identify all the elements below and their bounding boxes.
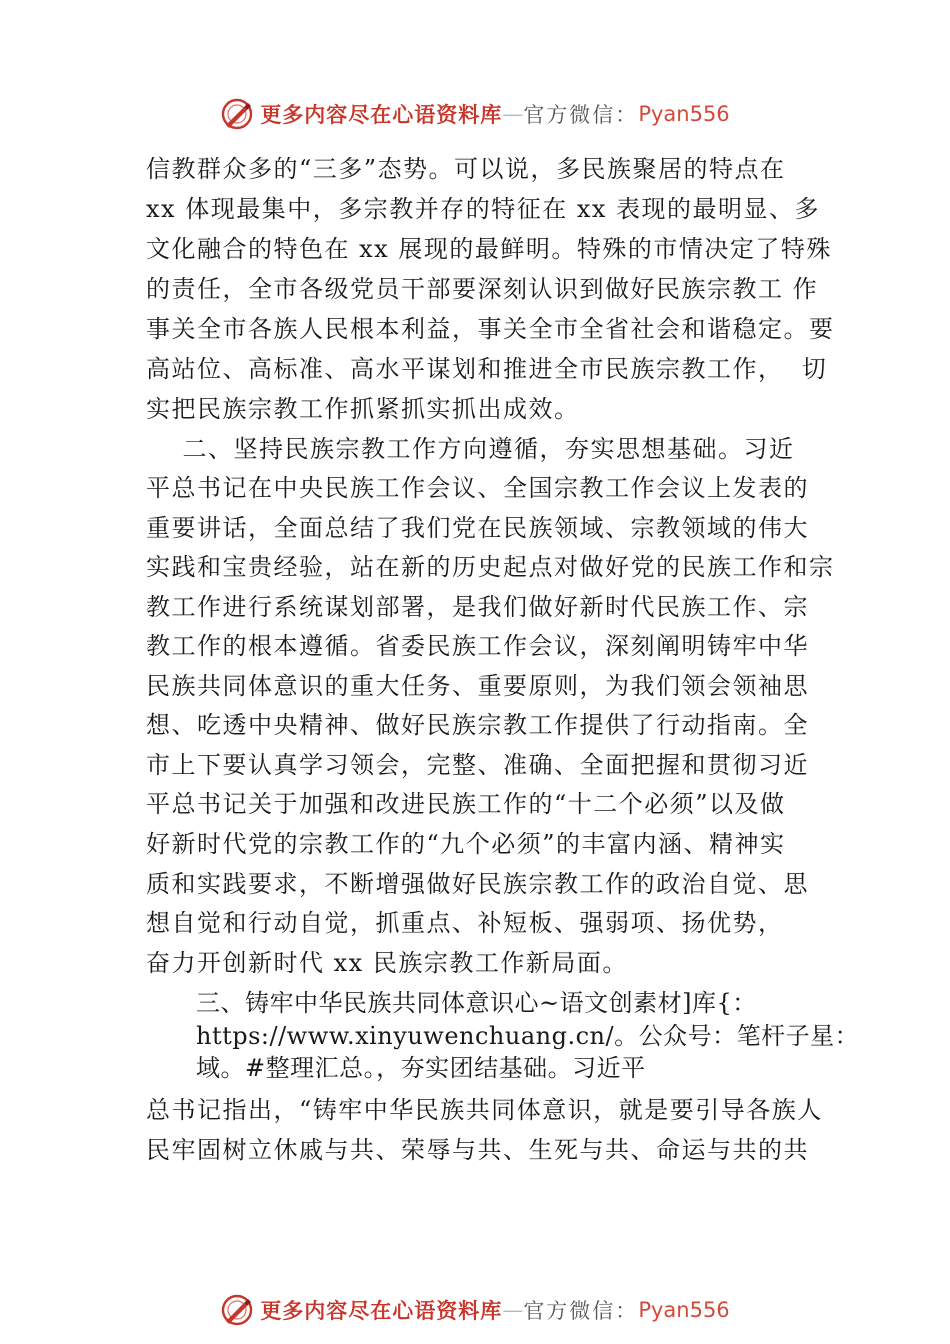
text-line: 市上下要认真学习领会，完整、准确、全面把握和贯彻习近 [146, 751, 809, 779]
text-line: 好新时代党的宗教工作的“九个必须”的丰富内涵、精神实 [146, 830, 786, 858]
watermark-dash: — [502, 102, 524, 126]
text-line: 信教群众多的“三多”态势。可以说，多民族聚居的特点在 [146, 155, 786, 183]
inset-text-line: 域。#整理汇总。，夯实团结基础。习近平 [196, 1054, 646, 1082]
text-line: xx 体现最集中，多宗教并存的特征在 xx 表现的最明显、多 [146, 195, 821, 223]
watermark-text: 更多内容尽在心语资料库 [260, 102, 503, 127]
text-line: 实践和宝贵经验，站在新的历史起点对做好党的民族工作和宗 [146, 553, 835, 581]
text-line: 奋力开创新时代 xx 民族宗教工作新局面。 [146, 949, 628, 977]
text-line: 重要讲话，全面总结了我们党在民族领域、宗教领域的伟大 [146, 514, 809, 542]
watermark-dash: — [502, 1298, 524, 1322]
inset-text-line: 三、铸牢中华民族共同体意识心~语文创素材]库{： [196, 989, 757, 1017]
pen-logo-icon [220, 1293, 254, 1327]
text-line: 民牢固树立休戚与共、荣辱与共、生死与共、命运与共的共 [146, 1136, 809, 1164]
text-line: 质和实践要求，不断增强做好民族宗教工作的政治自觉、思 [146, 870, 809, 898]
text-line: 平总书记在中央民族工作会议、全国宗教工作会议上发表的 [146, 474, 809, 502]
text-line: 二、坚持民族宗教工作方向遵循，夯实思想基础。习近 [146, 435, 795, 463]
text-line: 总书记指出，“铸牢中华民族共同体意识，就是要引导各族人 [146, 1096, 823, 1124]
watermark-text: 更多内容尽在心语资料库 [260, 1298, 503, 1323]
text-line: 想、吃透中央精神、做好民族宗教工作提供了行动指南。全 [146, 711, 809, 739]
pen-logo-icon [220, 97, 254, 131]
watermark-wechat-id: Pyan556 [638, 1298, 730, 1322]
text-line: 文化融合的特色在 xx 展现的最鲜明。特殊的市情决定了特殊 [146, 235, 832, 263]
text-line: 事关全市各族人民根本利益，事关全市全省社会和谐稳定。要 [146, 315, 835, 343]
text-line: 平总书记关于加强和改进民族工作的“十二个必须”以及做 [146, 790, 786, 818]
watermark-banner-top [0, 94, 950, 134]
inset-text-line: https://www.xinyuwenchuang.cn/。公众号：笔杆子星： [196, 1022, 860, 1050]
text-line: 实把民族宗教工作抓紧抓实抓出成效。 [146, 395, 580, 423]
watermark-label: 官方微信： [523, 1299, 639, 1323]
text-line: 高站位、高标准、高水平谋划和推进全市民族宗教工作， 切 [146, 355, 828, 383]
watermark-banner-bottom [0, 1290, 950, 1330]
text-line: 民族共同体意识的重大任务、重要原则，为我们领会领袖思 [146, 672, 809, 700]
text-line: 的责任，全市各级党员干部要深刻认识到做好民族宗教工 作 [146, 275, 819, 303]
text-line: 教工作的根本遵循。省委民族工作会议，深刻阐明铸牢中华 [146, 632, 809, 660]
watermark-wechat-id: Pyan556 [638, 102, 730, 126]
text-line: 想自觉和行动自觉，抓重点、补短板、强弱项、扬优势， [146, 909, 784, 937]
text-line: 教工作进行系统谋划部署，是我们做好新时代民族工作、宗 [146, 593, 809, 621]
watermark-label: 官方微信： [523, 103, 639, 127]
